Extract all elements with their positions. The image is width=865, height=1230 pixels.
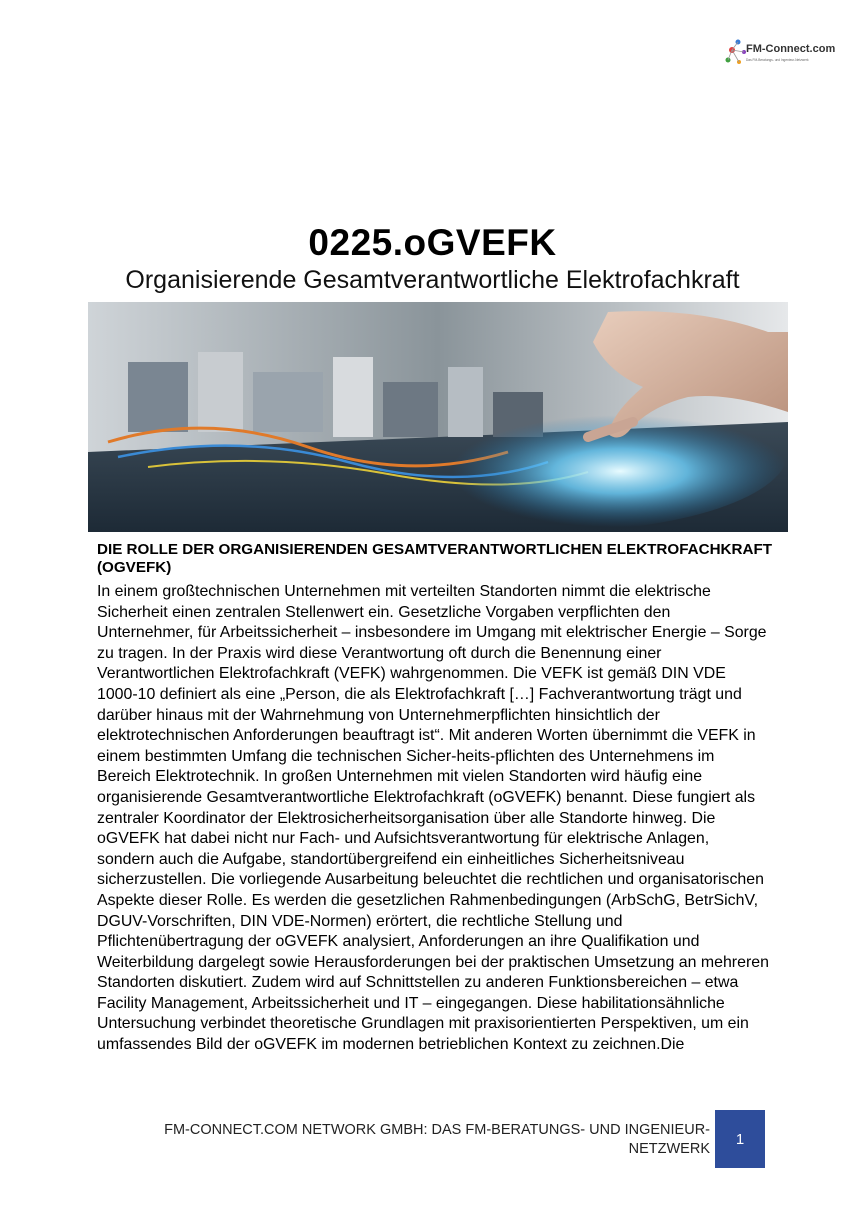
section-heading: DIE ROLLE DER ORGANISIERENDEN GESAMTVERANTWORTLICHEN ELEKTROFACHKRAFT (OGVEFK) xyxy=(97,541,773,576)
footer-text: FM-CONNECT.COM NETWORK GMBH: DAS FM-BERATUNGS- UND INGENIEUR-NETZWERK xyxy=(164,1122,710,1157)
logo-text: FM-Connect.com xyxy=(746,43,836,55)
company-logo xyxy=(722,28,836,78)
section-body-text: In einem großtechnischen Unternehmen mit verteilten Standorten nimmt die elektrische Sicherheit einen zentralen Stellenwert ein. Gesetzliche Vorgaben verpflichten den Unternehmer, für Arbeitssicherheit – insbesondere im Umgang mit elektrischer Energie – Sorge zu tragen. In der Praxis wird diese Verantwortung oft durch die Benennung einer Verantwortlichen Elektrofachkraft (VEFK) wahrgenommen. Die VEFK ist gemäß DIN VDE 1000-10 definiert als eine „Person, die als Elektrofachkraft […] Fachverantwortung trägt und darüber hinaus mit der Wahrnehmung von Unternehmerpflichten hinsichtlich der elektrotechnischen Anforderungen beauftragt ist“. Mit anderen Worten übernimmt die VEFK in einem bestimmten Umfang die technischen Sicher-heits-pflichten des Unternehmens im Bereich Elektrotechnik. In großen Unternehmen mit vielen Standorten wird häufig eine organisierende Gesamtverantwortliche Elektrofachkraft (oGVEFK) benannt. Diese fungiert als zentraler Koordinator der Elektrosicherheitsorganisation über alle Standorte hinweg. Die oGVEFK hat dabei nicht nur Fach- und Aufsichtsverantwortung für elektrische Anlagen, sondern auch die Aufgabe, standortübergreifend ein einheitliches Sicherheitsniveau sicherzustellen. Die vorliegende Ausarbeitung beleuchtet die rechtlichen und organisatorischen Aspekte dieser Rolle. Es werden die gesetzlichen Rahmenbedingungen (ArbSchG, BetrSichV, DGUV-Vorschriften, DIN VDE-Normen) erörtert, die rechtliche Stellung und Pflichtenübertragung der oGVEFK analysiert, Anforderungen an ihre Qualifikation und Weiterbildung dargelegt sowie Herausforderungen bei der praktischen Umsetzung an mehreren Standorten diskutiert. Zudem wird auf Schnittstellen zu anderen Funktionsbereichen – etwa Facility Management, Arbeitssicherheit und IT – eingegangen. Diese habilitationsähnliche Untersuchung verbindet theoretische Grundlagen mit praxisorientierten Perspektiven, um ein umfassendes Bild der oGVEFK im modernen betrieblichen Kontext zu zeichnen.Die xyxy=(97,583,769,1054)
circuit-board-hand-image xyxy=(88,302,788,532)
logo-tagline: Das FM-Beratungs- und Ingenieur-Netzwerk xyxy=(746,58,809,62)
page-number: 1 xyxy=(735,1130,745,1148)
document-subtitle: Organisierende Gesamtverantwortliche Elektrofachkraft xyxy=(125,266,740,294)
page-number-badge xyxy=(715,1110,765,1168)
document-title: 0225.oGVEFK xyxy=(308,222,557,263)
